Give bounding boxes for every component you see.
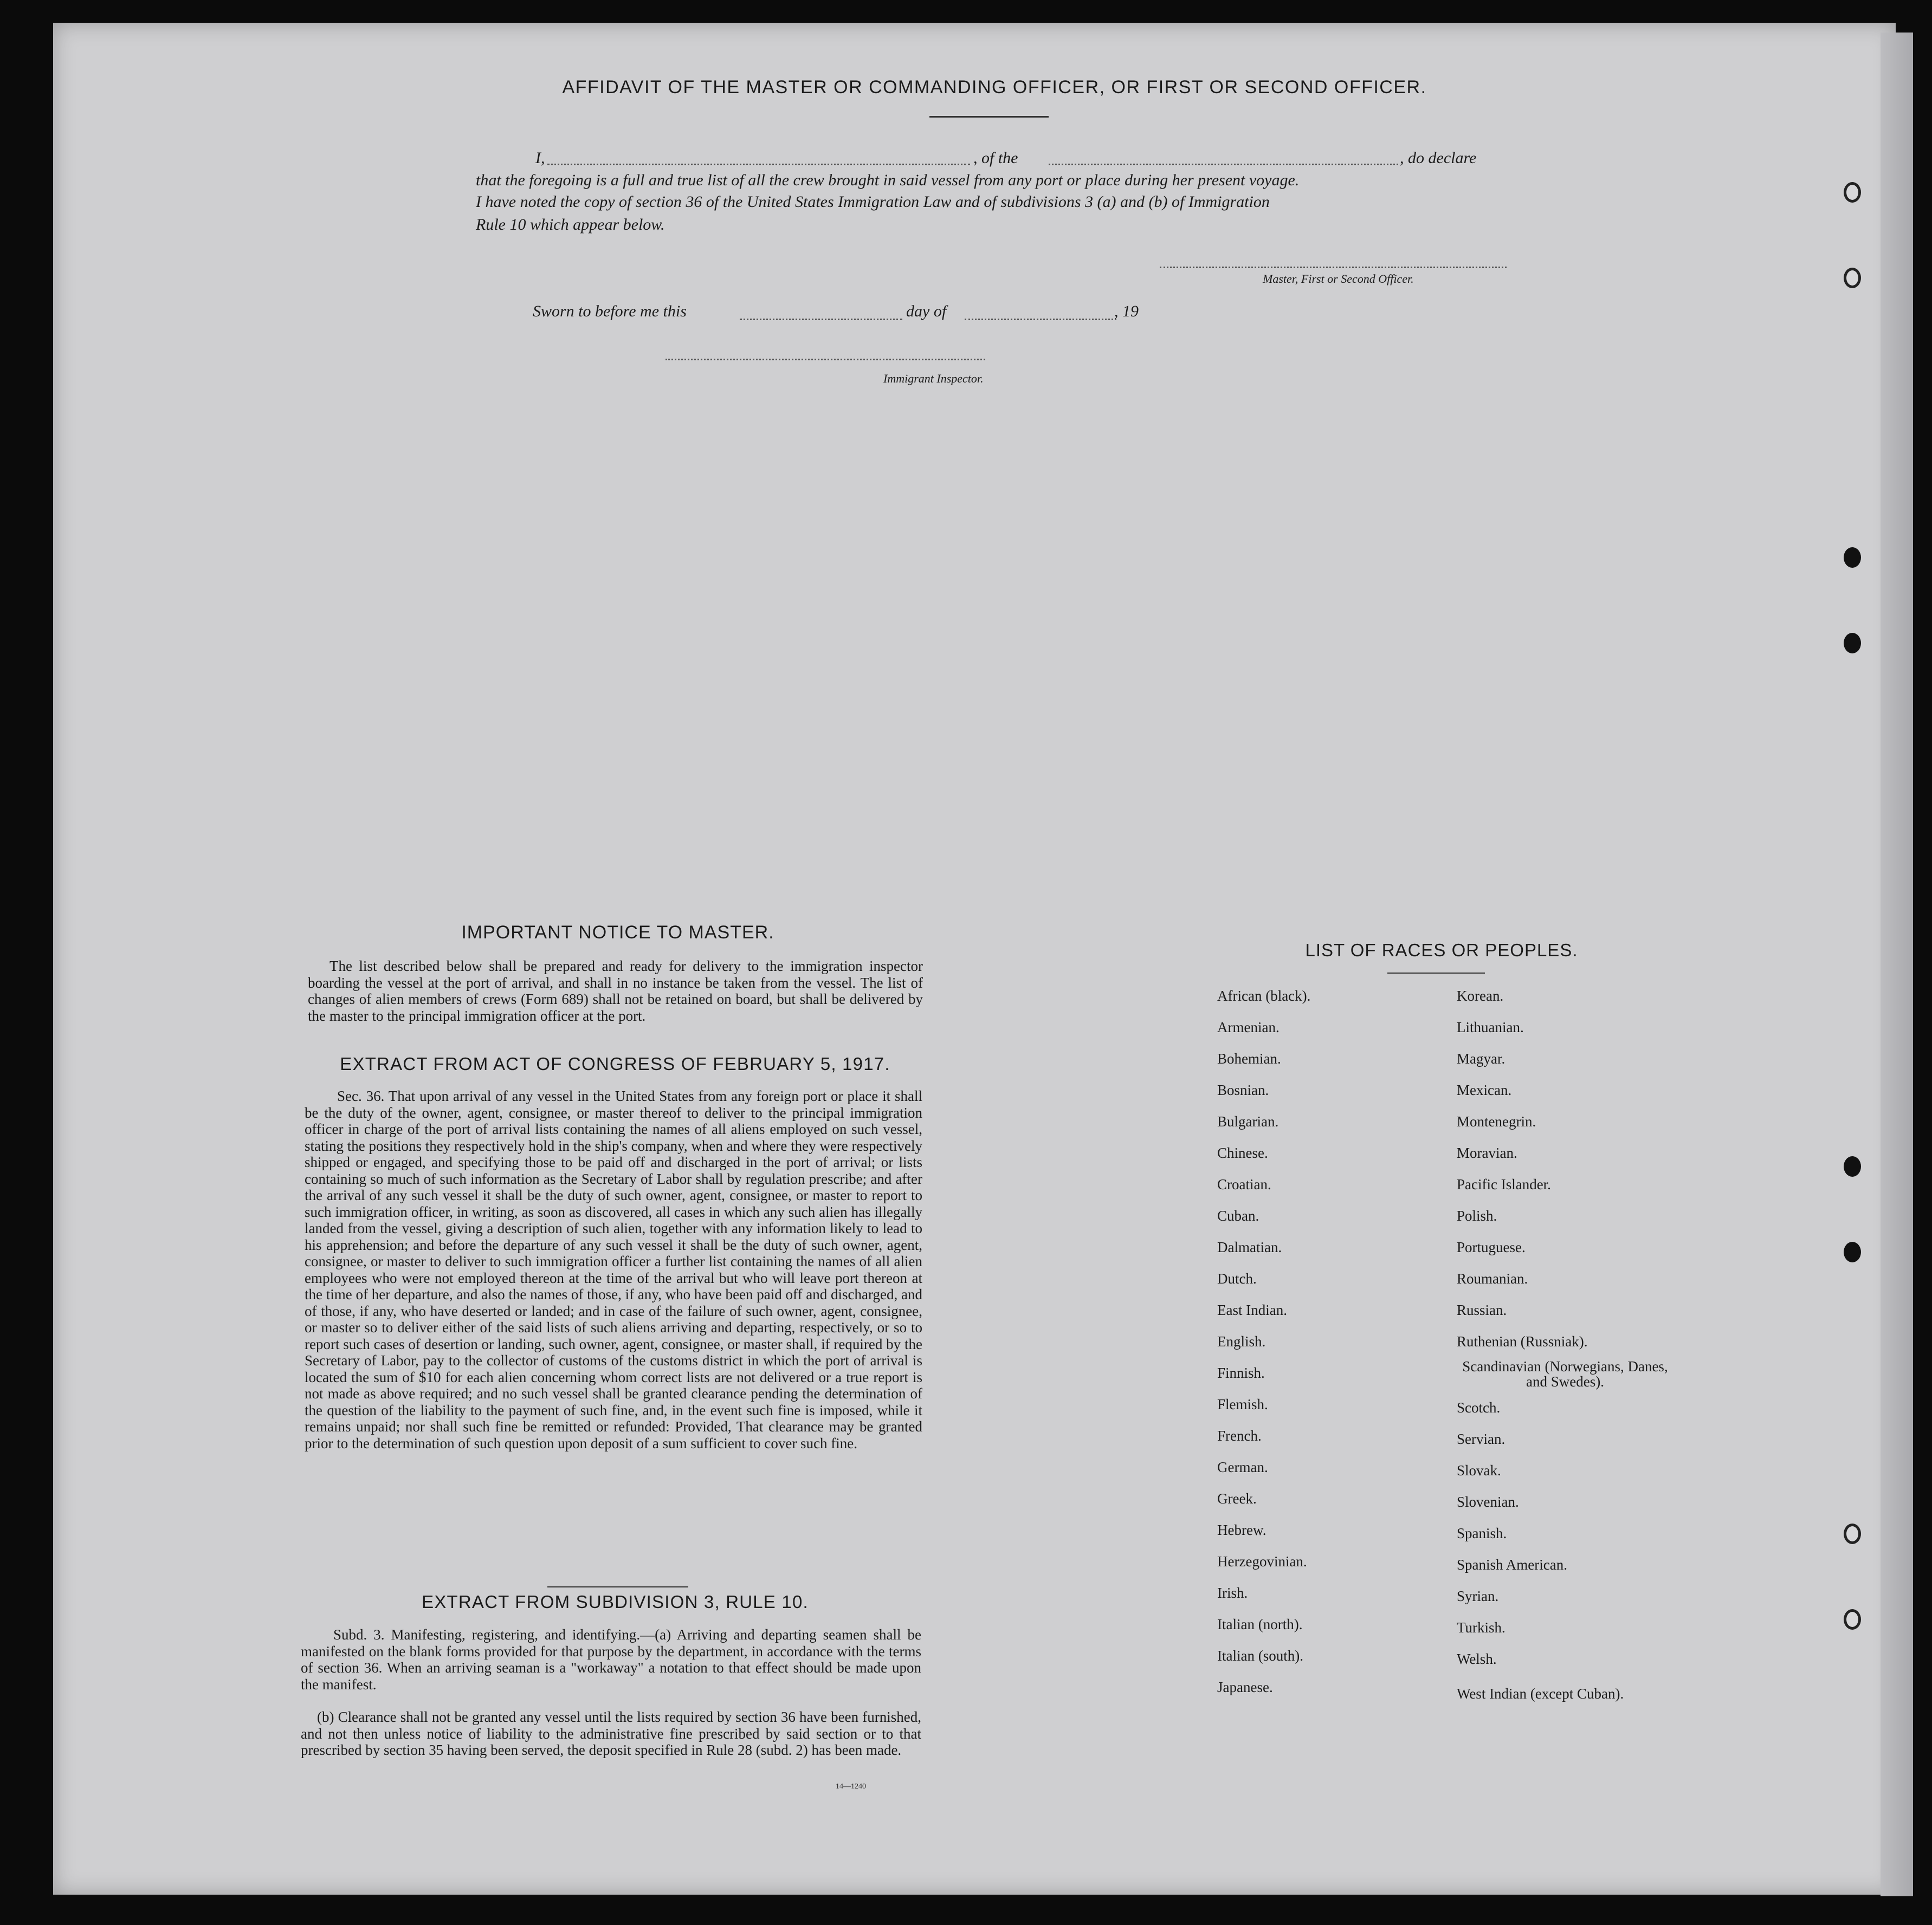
race-item: Irish.: [1217, 1585, 1248, 1601]
race-item: Polish.: [1457, 1208, 1497, 1224]
race-item: Roumanian.: [1457, 1271, 1528, 1287]
sworn-day-field[interactable]: [740, 319, 902, 320]
race-item: Armenian.: [1217, 1019, 1280, 1035]
races-title: LIST OF RACES OR PEOPLES.: [1305, 940, 1578, 960]
page-edge: [1881, 33, 1913, 1896]
race-item: African (black).: [1217, 988, 1311, 1004]
notice-title: IMPORTANT NOTICE TO MASTER.: [461, 922, 774, 943]
race-item: Turkish.: [1457, 1619, 1505, 1636]
form-number: 14—1240: [836, 1783, 866, 1791]
binder-hole-icon: [1844, 1524, 1861, 1544]
inspector-caption: Immigrant Inspector.: [883, 372, 984, 385]
race-item: West Indian (except Cuban).: [1457, 1686, 1624, 1702]
race-item: Bohemian.: [1217, 1051, 1281, 1067]
sworn-month-field[interactable]: [965, 319, 1116, 320]
binder-hole-icon: [1844, 182, 1861, 203]
binder-hole-icon: [1844, 1242, 1861, 1262]
race-item: Mexican.: [1457, 1082, 1512, 1098]
race-item: Finnish.: [1217, 1365, 1265, 1381]
race-item: Spanish.: [1457, 1525, 1507, 1541]
master-caption: Master, First or Second Officer.: [1263, 272, 1414, 286]
race-item: Portuguese.: [1457, 1239, 1526, 1255]
affidavit-i-label: I,: [535, 149, 545, 167]
year-label: , 19: [1114, 302, 1139, 320]
rule-text-a: Subd. 3. Manifesting, registering, and identifying.—(a) Arriving and departing seamen shall be manifested on the blank forms provided for that purpose by the department, in accordance with the terms of section 36. When an arriving seaman is a "workaway" a notation to that effect should be made upon the manifest.: [301, 1626, 921, 1693]
race-item: Syrian.: [1457, 1588, 1499, 1604]
races-divider: [1387, 973, 1485, 974]
act-divider: [547, 1586, 688, 1587]
race-item: Dutch.: [1217, 1271, 1257, 1287]
race-item: Hebrew.: [1217, 1522, 1267, 1538]
race-item: Magyar.: [1457, 1051, 1505, 1067]
race-item: Slovenian.: [1457, 1494, 1519, 1510]
race-item: Cuban.: [1217, 1208, 1259, 1224]
race-item: Pacific Islander.: [1457, 1176, 1551, 1192]
binder-hole-icon: [1844, 633, 1861, 653]
notice-text: The list described below shall be prepared and ready for delivery to the immigration inspector boarding the vessel at the port of arrival, and shall in no instance be taken from the vessel. The list of changes of alien members of crews (Form 689) shall not be retained on board, but shall be delivered by the master to the principal immigration officer at the port.: [308, 958, 923, 1024]
race-item: Greek.: [1217, 1490, 1257, 1507]
race-item: Russian.: [1457, 1302, 1507, 1318]
affidavit-line-2: that the foregoing is a full and true list of all the crew brought in said vessel from any port or place during her present voyage.: [476, 171, 1300, 189]
race-item: Servian.: [1457, 1431, 1505, 1447]
affidavit-of-the-label: , of the: [973, 149, 1018, 167]
affidavit-declare-label: , do declare: [1400, 149, 1477, 167]
vessel-blank-field[interactable]: [1049, 164, 1398, 165]
act-text: Sec. 36. That upon arrival of any vessel in the United States from any foreign port or place it shall be the duty of the owner, agent, consignee, or master thereof to deliver to the principal immigration officer in charge of the port of arrival lists containing the names of all aliens employed on such vessel, stating the positions they respectively hold in the ship's company, when and where they were respectively shipped or engaged, and specifying those to be paid off and discharged in the port of arrival; or lists containing so much of such information as the Secretary of Labor shall by regulation prescribe; and after the arrival of any such vessel it shall be the duty of such owner, agent, consignee, or master to report to such immigration officer, in writing, as soon as discovered, all cases in which any such alien has illegally landed from the vessel, giving a description of such alien, together with any information likely to lead to his apprehension; and before the departure of any such vessel it shall be the duty of such owner, agent, consignee, or master to deliver to such immigration officer a further list containing the names of all alien employees who were not employed thereon at the time of the arrival but who will leave port thereon at the time of her departure, and also the names of those, if any, who have been paid off and discharged, and of those, if any, who have deserted or landed; and in case of the failure of such owner, agent, consignee, or master so to deliver either of the said lists of such aliens arriving and departing, respectively, or so to report such cases of desertion or landing, such owner, agent, consignee, or master shall, if required by the Secretary of Labor, pay to the collector of customs of the customs district in which the port of arrival is located the sum of $10 for each alien concerning whom correct lists are not delivered or a true report is not made as above required; and no such vessel shall be granted clearance pending the determination of the question of the liability to the payment of such fine, and, in the event such fine is imposed, while it remains unpaid; nor shall such fine be remitted or refunded: Provided, That clearance may be granted prior to the determination of such question upon deposit of a sum sufficient to cover such fine.: [305, 1088, 922, 1451]
race-item: Slovak.: [1457, 1462, 1501, 1479]
race-item: Moravian.: [1457, 1145, 1517, 1161]
master-signature-field[interactable]: [1160, 267, 1507, 268]
race-item: Flemish.: [1217, 1396, 1268, 1412]
race-item: Ruthenian (Russniak).: [1457, 1333, 1588, 1350]
binder-hole-icon: [1844, 1609, 1861, 1630]
race-item: Welsh.: [1457, 1651, 1497, 1667]
race-item: Lithuanian.: [1457, 1019, 1524, 1035]
race-item: Korean.: [1457, 988, 1504, 1004]
binder-hole-icon: [1844, 1156, 1861, 1177]
race-item: East Indian.: [1217, 1302, 1287, 1318]
race-item: Chinese.: [1217, 1145, 1268, 1161]
race-item: Montenegrin.: [1457, 1113, 1536, 1130]
inspector-signature-field[interactable]: [665, 359, 985, 360]
binder-hole-icon: [1844, 268, 1861, 288]
race-item: Bosnian.: [1217, 1082, 1269, 1098]
race-item: Japanese.: [1217, 1679, 1273, 1695]
race-item: Italian (south).: [1217, 1648, 1303, 1664]
affidavit-line-3: I have noted the copy of section 36 of the United States Immigration Law and of subdivisions 3 (a) and (b) of Immigration: [476, 193, 1270, 211]
race-item: Scandinavian (Norwegians, Danes, and Swedes).: [1462, 1358, 1668, 1390]
rule-title: EXTRACT FROM SUBDIVISION 3, RULE 10.: [422, 1592, 809, 1612]
affidavit-line-4: Rule 10 which appear below.: [476, 216, 665, 234]
day-of-label: day of: [906, 302, 947, 320]
binder-hole-icon: [1844, 547, 1861, 568]
race-item: Italian (north).: [1217, 1616, 1303, 1632]
race-item: Herzegovinian.: [1217, 1553, 1307, 1570]
race-item: Croatian.: [1217, 1176, 1271, 1192]
race-item: Scotch.: [1457, 1399, 1501, 1416]
name-blank-field[interactable]: [547, 164, 970, 165]
title-underline: [929, 116, 1049, 118]
race-item: Spanish American.: [1457, 1557, 1567, 1573]
act-title: EXTRACT FROM ACT OF CONGRESS OF FEBRUARY 5, 1917.: [340, 1054, 890, 1074]
race-item: French.: [1217, 1428, 1262, 1444]
race-item: Bulgarian.: [1217, 1113, 1279, 1130]
race-item: Dalmatian.: [1217, 1239, 1282, 1255]
race-item: German.: [1217, 1459, 1268, 1475]
sworn-label: Sworn to before me this: [533, 302, 687, 320]
rule-text-b: (b) Clearance shall not be granted any vessel until the lists required by section 36 have been furnished, and not then unless notice of liability to the administrative fine prescribed by said section or to that prescribed by section 35 having been served, the deposit specified in Rule 28 (subd. 2) has been made.: [301, 1709, 921, 1758]
affidavit-title: AFFIDAVIT OF THE MASTER OR COMMANDING OFFICER, OR FIRST OR SECOND OFFICER.: [562, 77, 1427, 98]
race-item: English.: [1217, 1333, 1266, 1350]
